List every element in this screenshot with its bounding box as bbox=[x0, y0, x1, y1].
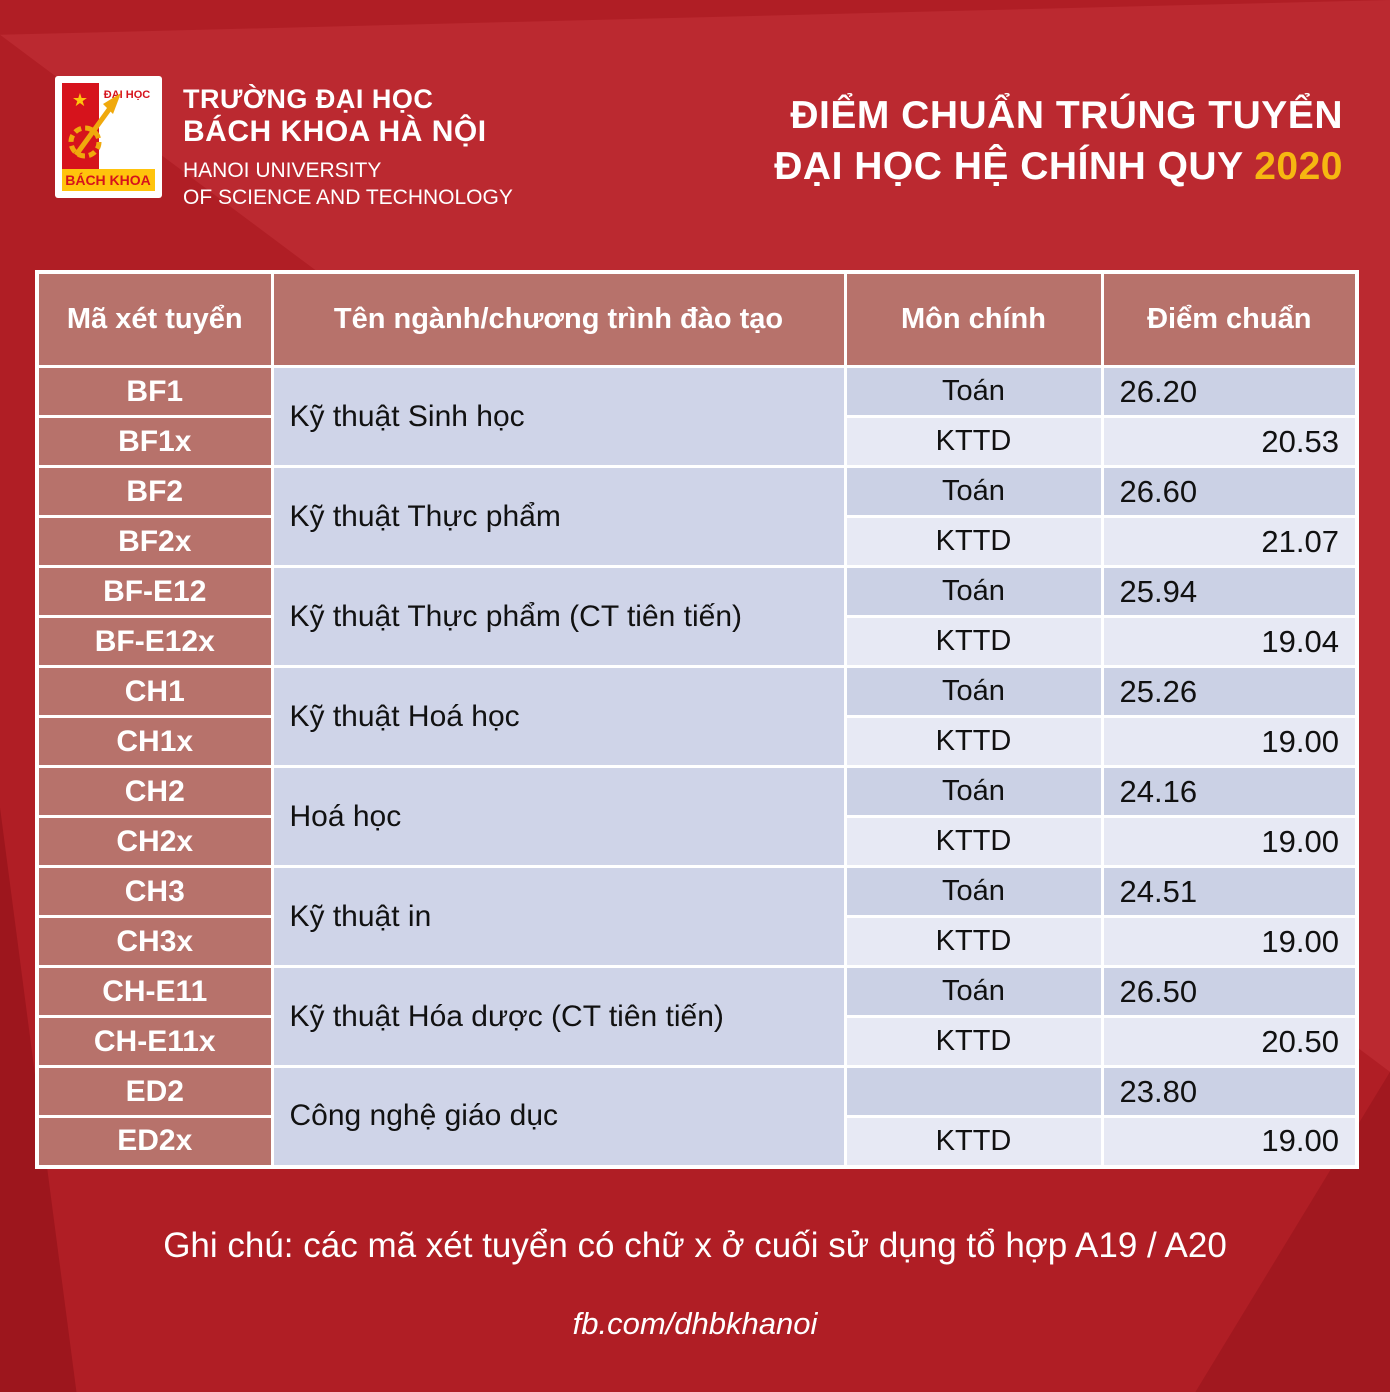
program-cell: Công nghệ giáo dục bbox=[272, 1067, 845, 1167]
subject-cell: Toán bbox=[845, 467, 1102, 517]
code-cell: BF1 bbox=[37, 367, 272, 417]
poster-title-line2-text: ĐẠI HỌC HỆ CHÍNH QUY bbox=[774, 145, 1243, 189]
score-cell: 19.00 bbox=[1102, 717, 1357, 767]
footnote: Ghi chú: các mã xét tuyển có chữ x ở cuối sử dụng tổ hợp A19 / A20 bbox=[163, 1226, 1227, 1265]
table-row bbox=[37, 1067, 1357, 1117]
program-cell: Kỹ thuật Hoá học bbox=[272, 667, 845, 767]
program-cell: Hoá học bbox=[272, 767, 845, 867]
score-cell: 25.94 bbox=[1102, 567, 1357, 617]
score-cell: 19.00 bbox=[1102, 817, 1357, 867]
university-name-en-line2: OF SCIENCE AND TECHNOLOGY bbox=[183, 185, 513, 209]
table-row bbox=[37, 867, 1357, 917]
program-cell: Kỹ thuật in bbox=[272, 867, 845, 967]
code-cell: BF-E12 bbox=[37, 567, 272, 617]
admission-scores-table bbox=[35, 270, 1359, 1169]
score-cell: 21.07 bbox=[1102, 517, 1357, 567]
subject-cell: KTTD bbox=[845, 617, 1102, 667]
subject-cell: Toán bbox=[845, 967, 1102, 1017]
poster-title bbox=[774, 90, 1343, 193]
program-cell: Kỹ thuật Hóa dược (CT tiên tiến) bbox=[272, 967, 845, 1067]
code-cell: CH2 bbox=[37, 767, 272, 817]
score-cell: 26.20 bbox=[1102, 367, 1357, 417]
university-name-block bbox=[183, 84, 513, 211]
facebook-link: fb.com/dhbkhanoi bbox=[572, 1306, 818, 1341]
score-cell: 25.26 bbox=[1102, 667, 1357, 717]
logo-top-label: ĐẠI HỌC bbox=[103, 89, 151, 101]
table-header-row bbox=[37, 272, 1357, 367]
subject-cell: KTTD bbox=[845, 717, 1102, 767]
subject-cell: KTTD bbox=[845, 517, 1102, 567]
poster-title-year: 2020 bbox=[1254, 145, 1343, 189]
subject-cell: KTTD bbox=[845, 817, 1102, 867]
column-header-program: Tên ngành/chương trình đào tạo bbox=[272, 272, 845, 367]
code-cell: CH3 bbox=[37, 867, 272, 917]
subject-cell: KTTD bbox=[845, 417, 1102, 467]
university-logo-emblem bbox=[55, 76, 162, 198]
program-cell: Kỹ thuật Sinh học bbox=[272, 367, 845, 467]
program-cell: Kỹ thuật Thực phẩm bbox=[272, 467, 845, 567]
score-cell: 24.16 bbox=[1102, 767, 1357, 817]
star-icon: ★ bbox=[71, 90, 89, 110]
table-row bbox=[37, 567, 1357, 617]
score-cell: 26.60 bbox=[1102, 467, 1357, 517]
university-logo bbox=[55, 76, 162, 198]
code-cell: CH1x bbox=[37, 717, 272, 767]
column-header-subject: Môn chính bbox=[845, 272, 1102, 367]
poster-title-line1: ĐIỂM CHUẨN TRÚNG TUYỂN bbox=[790, 94, 1343, 137]
score-cell: 20.50 bbox=[1102, 1017, 1357, 1067]
table-row bbox=[37, 667, 1357, 717]
table-row bbox=[37, 967, 1357, 1017]
subject-cell: Toán bbox=[845, 367, 1102, 417]
score-cell: 19.00 bbox=[1102, 917, 1357, 967]
logo-bottom-label: BÁCH KHOA bbox=[65, 172, 151, 188]
subject-cell: Toán bbox=[845, 767, 1102, 817]
university-name-vi-line1: TRƯỜNG ĐẠI HỌC bbox=[183, 84, 434, 114]
score-cell: 24.51 bbox=[1102, 867, 1357, 917]
subject-cell bbox=[845, 1067, 1102, 1117]
program-cell: Kỹ thuật Thực phẩm (CT tiên tiến) bbox=[272, 567, 845, 667]
code-cell: CH3x bbox=[37, 917, 272, 967]
subject-cell: KTTD bbox=[845, 1017, 1102, 1067]
subject-cell: Toán bbox=[845, 867, 1102, 917]
code-cell: BF1x bbox=[37, 417, 272, 467]
code-cell: CH1 bbox=[37, 667, 272, 717]
score-cell: 20.53 bbox=[1102, 417, 1357, 467]
code-cell: ED2x bbox=[37, 1117, 272, 1167]
score-cell: 19.04 bbox=[1102, 617, 1357, 667]
university-name-vi-line2: BÁCH KHOA HÀ NỘI bbox=[183, 115, 487, 149]
code-cell: BF2 bbox=[37, 467, 272, 517]
code-cell: CH2x bbox=[37, 817, 272, 867]
code-cell: CH-E11 bbox=[37, 967, 272, 1017]
subject-cell: KTTD bbox=[845, 917, 1102, 967]
code-cell: BF2x bbox=[37, 517, 272, 567]
table-row bbox=[37, 767, 1357, 817]
university-name-en bbox=[183, 157, 513, 212]
score-cell: 23.80 bbox=[1102, 1067, 1357, 1117]
column-header-score: Điểm chuẩn bbox=[1102, 272, 1357, 367]
score-cell: 26.50 bbox=[1102, 967, 1357, 1017]
code-cell: ED2 bbox=[37, 1067, 272, 1117]
subject-cell: Toán bbox=[845, 667, 1102, 717]
poster-title-line2 bbox=[774, 141, 1343, 192]
subject-cell: Toán bbox=[845, 567, 1102, 617]
code-cell: CH-E11x bbox=[37, 1017, 272, 1067]
university-name-en-line1: HANOI UNIVERSITY bbox=[183, 158, 382, 182]
subject-cell: KTTD bbox=[845, 1117, 1102, 1167]
score-cell: 19.00 bbox=[1102, 1117, 1357, 1167]
table-row bbox=[37, 467, 1357, 517]
column-header-code: Mã xét tuyển bbox=[37, 272, 272, 367]
table-row bbox=[37, 367, 1357, 417]
code-cell: BF-E12x bbox=[37, 617, 272, 667]
